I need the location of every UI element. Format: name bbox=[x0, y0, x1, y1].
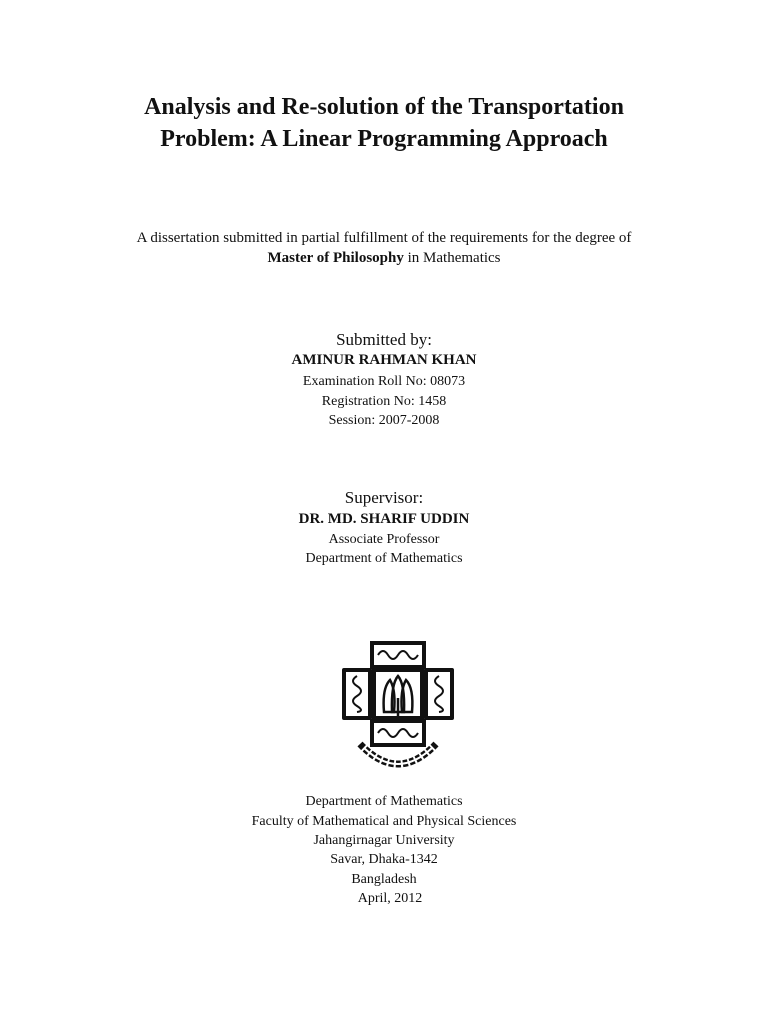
supervisor-heading: Supervisor: bbox=[344, 488, 424, 507]
institution-faculty: Faculty of Mathematical and Physical Sciences bbox=[251, 814, 517, 829]
supervisor-position: Associate Professor bbox=[328, 532, 440, 547]
dissertation-statement: A dissertation submitted in partial fulfillment of the requirements for the degree of bbox=[136, 230, 632, 246]
thesis-title-line-1: Analysis and Re-solution of the Transportation bbox=[144, 94, 624, 120]
university-seal-icon bbox=[338, 640, 458, 780]
degree-field: in Mathematics bbox=[403, 250, 501, 266]
degree-statement bbox=[0, 251, 768, 266]
institution-address: Savar, Dhaka-1342 bbox=[330, 852, 438, 867]
registration-number: Registration No: 1458 bbox=[321, 394, 447, 409]
session: Session: 2007-2008 bbox=[328, 413, 440, 428]
degree-name: Master of Philosophy bbox=[267, 250, 404, 266]
exam-roll: Examination Roll No: 08073 bbox=[302, 374, 466, 389]
institution-department: Department of Mathematics bbox=[305, 794, 463, 809]
institution-university: Jahangirnagar University bbox=[313, 833, 455, 848]
author-name: AMINUR RAHMAN KHAN bbox=[291, 352, 477, 368]
institution-country: Bangladesh bbox=[351, 872, 417, 887]
submitted-by-heading: Submitted by: bbox=[336, 330, 432, 349]
submission-date: April, 2012 bbox=[357, 891, 423, 906]
supervisor-name: DR. MD. SHARIF UDDIN bbox=[298, 511, 470, 527]
supervisor-department: Department of Mathematics bbox=[305, 551, 463, 566]
thesis-title-line-2: Problem: A Linear Programming Approach bbox=[160, 126, 608, 152]
